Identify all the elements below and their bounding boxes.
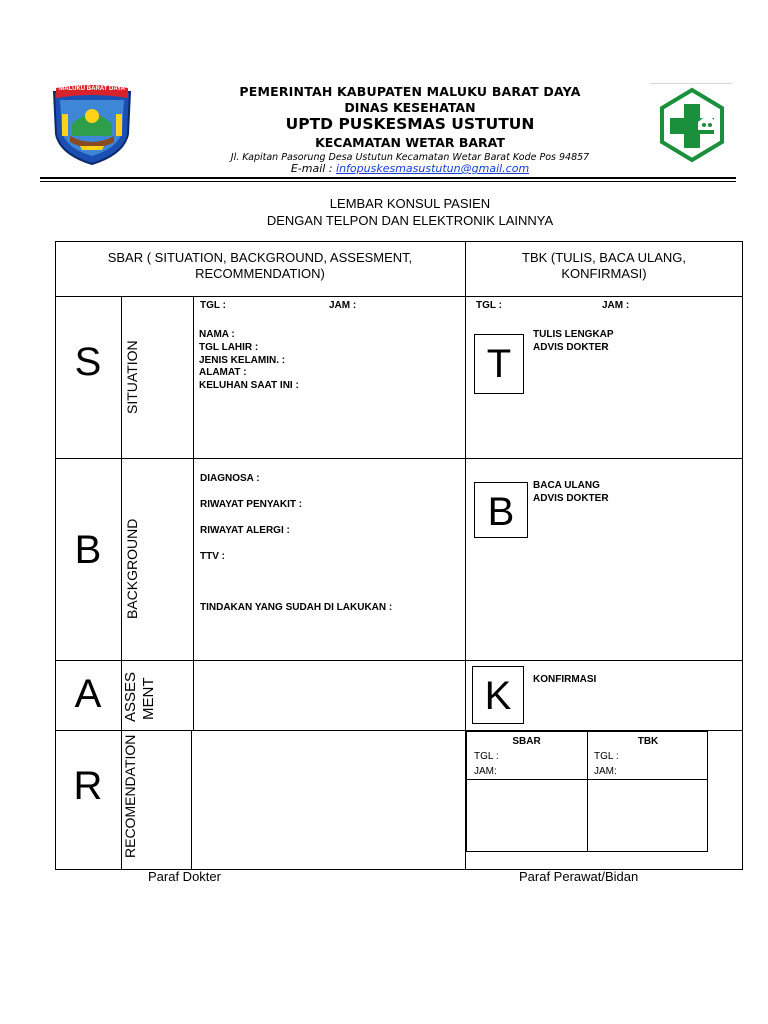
assessment-label-2: MENT (140, 677, 157, 720)
header-rule-thick (40, 177, 736, 179)
s-tgl-label: TGL : (200, 300, 226, 311)
recommendation-label: RECOMENDATION (122, 734, 138, 858)
letter-box-t: T (474, 334, 524, 394)
emblem-banner-text: MALUKU BARAT DAYA (59, 86, 125, 92)
header-department: DINAS KESEHATAN (344, 100, 476, 115)
email-label: E-mail : (290, 162, 337, 175)
header-address: Jl. Kapitan Pasorung Desa Ustutun Kecamatan Wetar Barat Kode Pos 94857 (230, 152, 590, 163)
field-alamat: ALAMAT : (199, 367, 247, 378)
row-divider (55, 660, 743, 661)
column-divider (193, 296, 194, 730)
verification-sbar-header: SBAR (512, 736, 541, 747)
sbar-column-header: SBAR ( SITUATION, BACKGROUND, ASSESMENT, RECOMMENDATION) (107, 250, 413, 281)
header-email-line (150, 162, 670, 175)
verification-sbar-jam: JAM: (474, 766, 497, 777)
column-divider (191, 730, 192, 870)
letter-box-k: K (472, 666, 524, 724)
baca-ulang-text: BACA ULANG (533, 480, 600, 491)
row-divider (55, 296, 743, 297)
verification-col-divider (587, 731, 588, 852)
letter-r: R (73, 764, 103, 808)
advis-dokter-b-text: ADVIS DOKTER (533, 493, 609, 504)
assessment-label-1: ASSES (122, 671, 139, 722)
regency-emblem-logo (50, 84, 134, 166)
form-title: LEMBAR KONSUL PASIEN (329, 196, 491, 211)
header-district: KECAMATAN WETAR BARAT (315, 135, 505, 150)
t-jam-label: JAM : (602, 300, 630, 311)
header-institution: UPTD PUSKESMAS USTUTUN (285, 115, 535, 133)
verification-tbk-jam: JAM: (594, 766, 617, 777)
header-government: PEMERINTAH KABUPATEN MALUKU BARAT DAYA (239, 84, 581, 99)
field-nama: NAMA : (199, 329, 235, 340)
tulis-lengkap-text: TULIS LENGKAP (533, 329, 614, 340)
letter-s: S (74, 340, 102, 384)
konfirmasi-text: KONFIRMASI (533, 674, 597, 685)
t-tgl-label: TGL : (476, 300, 502, 311)
tbk-column-header: TBK (TULIS, BACA ULANG, KONFIRMASI) (522, 250, 686, 281)
verification-tbk-tgl: TGL : (594, 751, 619, 762)
field-riwayat-penyakit: RIWAYAT PENYAKIT : (200, 499, 303, 510)
letter-box-b: B (474, 482, 528, 538)
field-jenis-kelamin: JENIS KELAMIN. : (199, 355, 286, 366)
field-diagnosa: DIAGNOSA : (200, 473, 260, 484)
s-jam-label: JAM : (329, 300, 357, 311)
field-keluhan: KELUHAN SAAT INI : (199, 380, 299, 391)
field-ttv: TTV : (200, 551, 225, 562)
email-link[interactable]: infopuskesmasustutun@gmail.com (336, 162, 530, 175)
nurse-signature-label: Paraf Perawat/Bidan (519, 869, 639, 884)
field-tgl-lahir: TGL LAHIR : (199, 342, 259, 353)
letter-a: A (74, 672, 102, 716)
letter-b: B (74, 528, 102, 572)
verification-tbk-header: TBK (637, 736, 659, 747)
verification-sbar-tgl: TGL : (474, 751, 499, 762)
advis-dokter-text: ADVIS DOKTER (533, 342, 609, 353)
header-rule-thin (40, 181, 736, 182)
field-tindakan: TINDAKAN YANG SUDAH DI LAKUKAN : (200, 602, 393, 613)
field-riwayat-alergi: RIWAYAT ALERGI : (200, 525, 290, 536)
row-divider (55, 458, 743, 459)
background-label: BACKGROUND (124, 518, 140, 619)
form-subtitle: DENGAN TELPON DAN ELEKTRONIK LAINNYA (266, 213, 554, 228)
situation-label: SITUATION (124, 340, 140, 414)
doctor-signature-label: Paraf Dokter (148, 869, 221, 884)
